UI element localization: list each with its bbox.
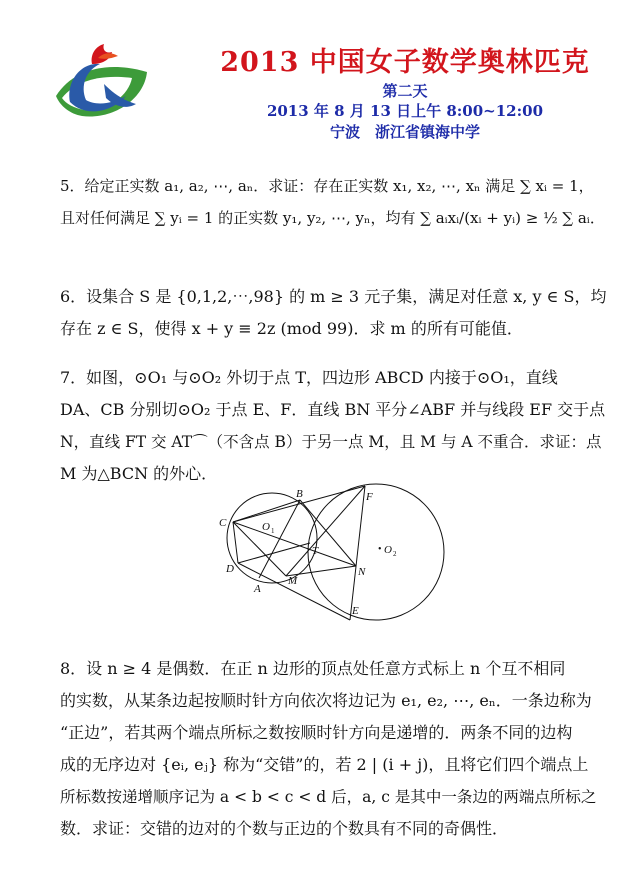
problem-line: “正边”，若其两个端点所标之数按顺时针方向是递增的．两条不同的边构 xyxy=(60,723,573,742)
label-e: E xyxy=(352,605,359,617)
problem-line: 5．给定正实数 a₁, a₂, ⋯, aₙ．求证：存在正实数 x₁, x₂, ⋯, xₙ 满足 ∑ xᵢ = 1， xyxy=(60,177,594,195)
problem-line: DA、CB 分别切⊙O₂ 于点 E、F．直线 BN 平分∠ABF 并与线段 EF 交于点 xyxy=(60,400,606,419)
label-n: N xyxy=(358,566,366,578)
label-o2-sub: 2 xyxy=(393,550,397,558)
contest-title: 2013 中国女子数学奥林匹克 xyxy=(220,47,590,78)
circle-o2 xyxy=(308,484,444,620)
problem-line: 的实数，从某条边起按顺时针方向依次将边记为 e₁, e₂, ⋯, eₙ．一条边称为 xyxy=(60,691,592,710)
line-ef xyxy=(350,486,365,620)
label-t: T xyxy=(312,545,319,557)
problem-line: 且对任何满足 ∑ yᵢ = 1 的正实数 y₁, y₂, ⋯, yₙ，均有 ∑ aᵢxᵢ/(xᵢ + yᵢ) ≥ ½ ∑ aᵢ． xyxy=(60,209,605,227)
geometry-figure xyxy=(216,480,448,630)
date-time: 2013 年 8 月 13 日上午 8:00~12:00 xyxy=(266,102,544,120)
label-b: B xyxy=(296,488,303,500)
label-o1: O xyxy=(262,521,270,533)
venue: 宁波 浙江省镇海中学 xyxy=(329,123,480,141)
label-a: A xyxy=(254,583,261,595)
problem-8 xyxy=(60,653,610,845)
day-label: 第二天 xyxy=(382,82,428,100)
point-o2-dot: • xyxy=(378,544,382,555)
problem-line: N，直线 FT 交 AT⌒（不含点 B）于另一点 M，且 M 与 A 不重合．求证：点 xyxy=(60,433,602,451)
problem-line: 成的无序边对 {eᵢ, eⱼ} 称为“交错”的，若 2 | (i + j)，且将它们四个端点上 xyxy=(60,755,589,774)
label-f: F xyxy=(366,491,373,503)
label-d: D xyxy=(226,563,234,575)
problem-line: M 为△BCN 的外心． xyxy=(60,464,218,483)
line-cm xyxy=(233,522,286,576)
label-o2: O xyxy=(384,544,392,556)
problem-5 xyxy=(60,170,610,234)
problem-6 xyxy=(60,281,610,345)
line-cd xyxy=(233,522,238,563)
circle-o1 xyxy=(227,493,317,583)
label-o1-sub: 1 xyxy=(271,527,275,535)
label-m: M xyxy=(288,575,298,587)
olympiad-logo-icon xyxy=(52,40,156,124)
problem-line: 7．如图，⊙O₁ 与⊙O₂ 外切于点 T，四边形 ABCD 内接于⊙O₁，直线 xyxy=(60,368,558,387)
problem-line: 所标数按递增顺序记为 a < b < c < d 后，a, c 是其中一条边的两端点所标之 xyxy=(60,788,597,806)
problem-line: 存在 z ∈ S，使得 x + y ≡ 2z (mod 99)．求 m 的所有可能值． xyxy=(60,319,523,338)
problem-line: 数．求证：交错的边对的个数与正边的个数具有不同的奇偶性． xyxy=(60,819,509,838)
label-c: C xyxy=(219,517,227,529)
problem-line: 6．设集合 S 是 {0,1,2,⋯,98} 的 m ≥ 3 元子集，满足对任意 x, y ∈ S，均 xyxy=(60,287,607,306)
problem-7 xyxy=(60,362,610,490)
line-dt xyxy=(238,543,310,563)
problem-line: 8．设 n ≥ 4 是偶数．在正 n 边形的顶点处任意方式标上 n 个互不相同 xyxy=(60,659,566,678)
